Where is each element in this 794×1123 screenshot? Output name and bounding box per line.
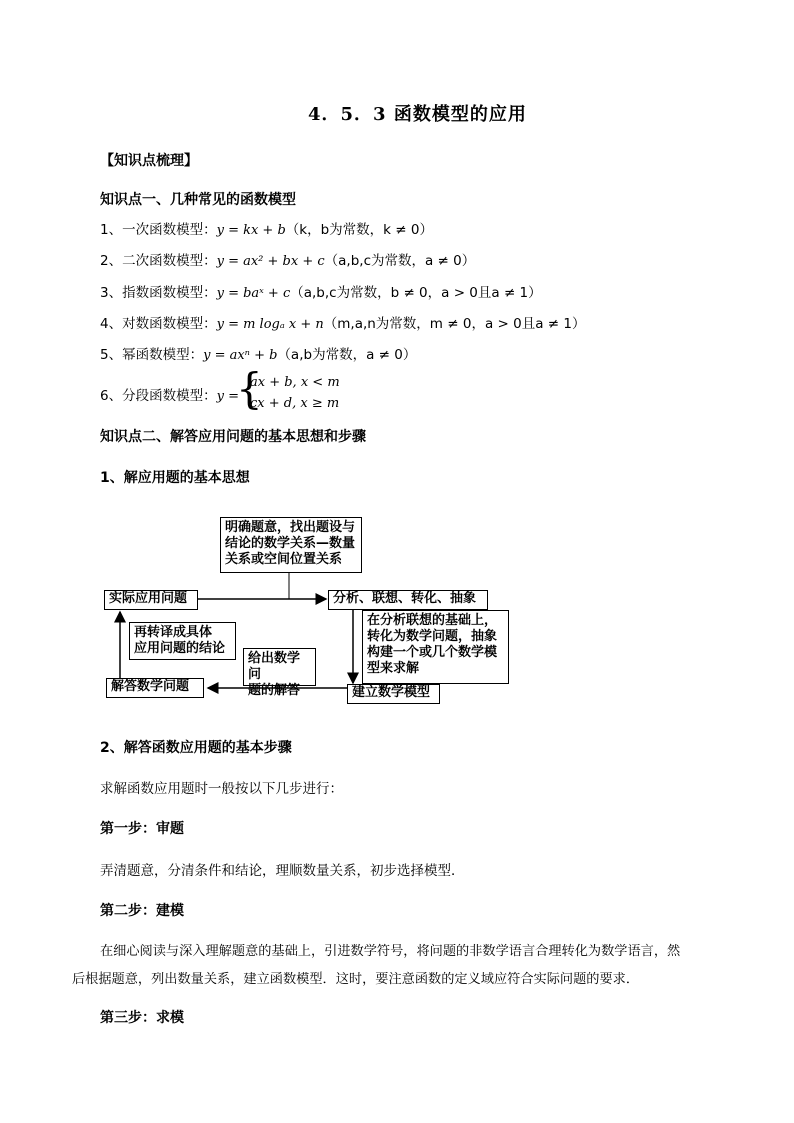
right-note-line: 构建一个或几个数学模 bbox=[367, 645, 498, 660]
kp2-sub1: 1、解应用题的基本思想 bbox=[100, 470, 250, 486]
answer-note-line: 给出数学问 bbox=[248, 651, 301, 682]
kp2-sub2: 2、解答函数应用题的基本步骤 bbox=[100, 740, 292, 756]
piecewise-case-1: ax + b, x < m bbox=[250, 375, 340, 390]
model-condition: （a,b,c为常数，a ≠ 0） bbox=[324, 253, 476, 269]
step-1-title: 第一步：审题 bbox=[100, 821, 184, 837]
analyze-box bbox=[328, 590, 488, 610]
page-title: 4．5．3 函数模型的应用 bbox=[308, 104, 527, 125]
model-condition: （k，b为常数，k ≠ 0） bbox=[285, 222, 433, 238]
top-note-line: 明确题意，找出题设与 bbox=[225, 520, 356, 535]
model-label: 建立数学模型 bbox=[352, 685, 431, 700]
practical-problem-label: 实际应用问题 bbox=[109, 591, 188, 606]
section-header: 【知识点梳理】 bbox=[100, 153, 198, 169]
model-formula: y = bbox=[216, 389, 239, 404]
model-formula: y = m logₐ x + n bbox=[216, 317, 324, 332]
model-label: 1、一次函数模型： bbox=[100, 222, 217, 238]
analyze-label: 分析、联想、转化、抽象 bbox=[333, 591, 477, 606]
model-box bbox=[347, 684, 440, 704]
piecewise-brace: { bbox=[236, 364, 263, 413]
right-note-line: 转化为数学问题，抽象 bbox=[367, 629, 498, 644]
top-note-line: 关系或空间位置关系 bbox=[225, 552, 343, 567]
translate-note-line: 再转译成具体 bbox=[134, 625, 213, 640]
model-condition: （a,b为常数，a ≠ 0） bbox=[277, 347, 417, 363]
model-label: 6、分段函数模型： bbox=[100, 388, 217, 404]
answer-note-line: 题的解答 bbox=[248, 683, 301, 698]
model-condition: （m,a,n为常数，m ≠ 0，a > 0且a ≠ 1） bbox=[323, 316, 586, 332]
kp1-heading: 知识点一、几种常见的函数模型 bbox=[100, 192, 296, 208]
translate-note-line: 应用问题的结论 bbox=[134, 641, 226, 656]
right-note-line: 在分析联想的基础上， bbox=[367, 613, 498, 628]
step-3-title: 第三步：求模 bbox=[100, 1010, 184, 1026]
piecewise-case-2: cx + d, x ≥ m bbox=[250, 396, 340, 411]
steps-intro: 求解函数应用题时一般按以下几步进行： bbox=[100, 781, 343, 797]
right-note-line: 型来求解 bbox=[367, 661, 420, 676]
step-2-text-line2: 后根据题意，列出数量关系，建立函数模型．这时，要注意函数的定义域应符合实际问题的要求． bbox=[72, 972, 640, 987]
step-2-title: 第二步：建模 bbox=[100, 903, 184, 919]
model-formula: y = baˣ + c bbox=[216, 286, 291, 301]
model-formula: y = ax² + bx + c bbox=[216, 254, 325, 269]
right-note-box bbox=[362, 610, 509, 684]
model-label: 3、指数函数模型： bbox=[100, 285, 217, 301]
top-note-line: 结论的数学关系—数量 bbox=[225, 536, 356, 551]
step-2-text-line1: 在细心阅读与深入理解题意的基础上，引进数学符号，将问题的非数学语言合理转化为数学语言，然 bbox=[100, 944, 681, 959]
kp2-heading: 知识点二、解答应用问题的基本思想和步骤 bbox=[100, 429, 366, 445]
model-formula: y = kx + b bbox=[216, 223, 286, 238]
model-label: 4、对数函数模型： bbox=[100, 316, 217, 332]
solve-label: 解答数学问题 bbox=[111, 679, 190, 694]
model-label: 5、幂函数模型： bbox=[100, 347, 204, 363]
answer-note-box bbox=[243, 648, 316, 698]
model-condition: （a,b,c为常数，b ≠ 0，a > 0且a ≠ 1） bbox=[290, 285, 542, 301]
translate-note-box bbox=[129, 622, 236, 660]
step-1-text: 弄清题意，分清条件和结论，理顺数量关系，初步选择模型． bbox=[100, 863, 465, 879]
top-note-box bbox=[220, 517, 362, 573]
model-label: 2、二次函数模型： bbox=[100, 253, 217, 269]
solve-box bbox=[106, 678, 204, 698]
practical-problem-box bbox=[104, 590, 198, 610]
model-formula: y = axⁿ + b bbox=[203, 348, 278, 363]
